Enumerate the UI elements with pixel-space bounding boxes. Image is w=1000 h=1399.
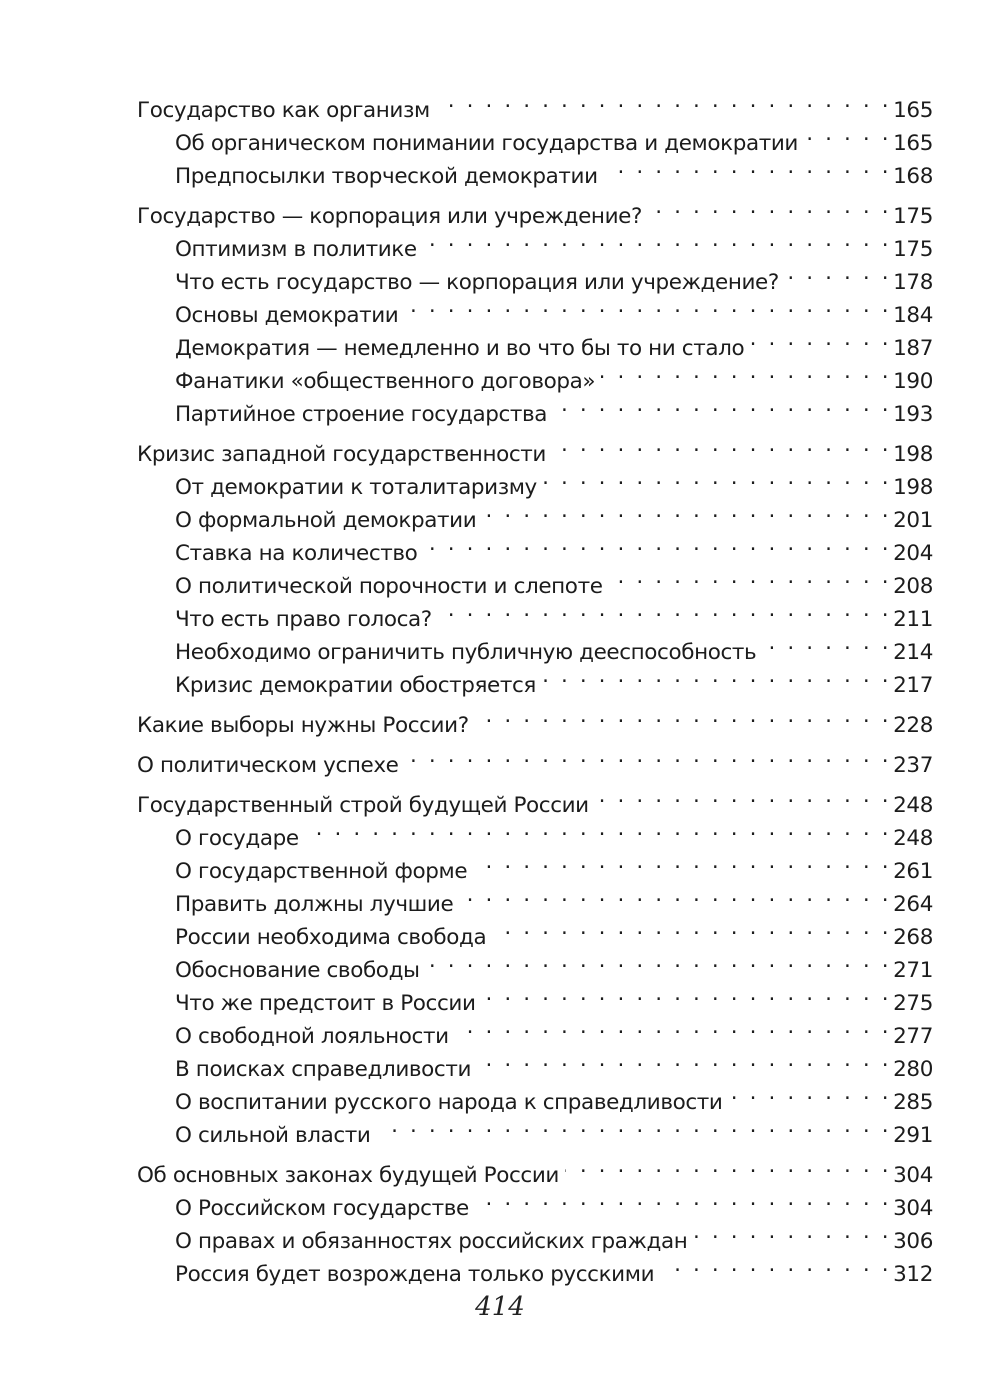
toc-section — [137, 1149, 933, 1287]
entry-page-number: 204 — [893, 541, 933, 566]
entry-title: Государство — корпорация или учреждение? — [137, 204, 642, 229]
entry-page-number: 268 — [893, 925, 933, 950]
dot-leader — [482, 494, 891, 527]
dot-leader — [750, 322, 891, 355]
dot-leader — [693, 1215, 891, 1248]
entry-page-number: 291 — [893, 1123, 933, 1148]
dot-leader — [482, 977, 892, 1010]
entry-title: О политическом успехе — [137, 753, 399, 778]
dot-leader — [762, 626, 891, 659]
dot-leader — [477, 1043, 891, 1076]
dot-leader — [438, 593, 891, 626]
table-of-contents — [137, 84, 933, 1288]
dot-leader — [542, 659, 891, 692]
subentry-title: Предпосылки творческой демократии — [175, 164, 598, 189]
subentry-title: О государственной форме — [175, 859, 468, 884]
dot-leader — [426, 944, 892, 977]
dot-leader — [552, 428, 891, 461]
entry-page-number: 312 — [893, 1262, 933, 1287]
subentry-title: Необходимо ограничить публичную дееспособность — [175, 640, 757, 665]
subentry-title: О формальной демократии — [175, 508, 477, 533]
subentry-title: О Российском государстве — [175, 1196, 469, 1221]
entry-page-number: 306 — [893, 1229, 933, 1254]
subentry-title: Фанатики «общественного договора» — [175, 369, 596, 394]
entry-page-number: 280 — [893, 1057, 933, 1082]
dot-leader — [305, 812, 891, 845]
subentry-title: Править должны лучшие — [175, 892, 454, 917]
dot-leader — [604, 150, 891, 183]
entry-page-number: 165 — [893, 98, 933, 123]
entry-page-number: 193 — [893, 402, 933, 427]
toc-section — [137, 84, 933, 189]
subentry-title: О правах и обязанностях российских граждан — [175, 1229, 688, 1254]
dot-leader — [423, 223, 891, 256]
entry-page-number: 190 — [893, 369, 933, 394]
dot-leader — [728, 1076, 891, 1109]
entry-page-number: 201 — [893, 508, 933, 533]
subentry-title: Что есть государство — корпорация или учреждение? — [175, 270, 779, 295]
entry-page-number: 304 — [893, 1196, 933, 1221]
dot-leader — [455, 1010, 891, 1043]
toc-entry — [137, 699, 933, 738]
entry-page-number: 285 — [893, 1090, 933, 1115]
toc-entry — [137, 1149, 933, 1188]
subentry-title: О государе — [175, 826, 299, 851]
subentry-title: Основы демократии — [175, 303, 399, 328]
dot-leader — [565, 1149, 891, 1182]
dot-leader — [405, 739, 892, 772]
entry-page-number: 168 — [893, 164, 933, 189]
subentry-title: Ставка на количество — [175, 541, 418, 566]
toc-section — [137, 190, 933, 427]
entry-page-number: 175 — [893, 237, 933, 262]
entry-page-number: 248 — [893, 826, 933, 851]
toc-section — [137, 779, 933, 1148]
subentry-title: В поисках справедливости — [175, 1057, 472, 1082]
entry-page-number: 228 — [893, 713, 933, 738]
entry-page-number: 264 — [893, 892, 933, 917]
subentry-title: России необходима свобода — [175, 925, 487, 950]
dot-leader — [492, 911, 891, 944]
dot-leader — [648, 190, 891, 223]
subentry-title: Что же предстоит в России — [175, 991, 476, 1016]
subentry-title: Кризис демократии обостряется — [175, 673, 536, 698]
entry-page-number: 198 — [893, 475, 933, 500]
entry-title: Государство как организм — [137, 98, 430, 123]
entry-page-number: 217 — [893, 673, 933, 698]
dot-leader — [660, 1248, 891, 1281]
dot-leader — [475, 1182, 891, 1215]
subentry-title: Партийное строение государства — [175, 402, 548, 427]
subentry-title: О политической порочности и слепоте — [175, 574, 603, 599]
entry-page-number: 304 — [893, 1163, 933, 1188]
toc-section — [137, 428, 933, 698]
dot-leader — [601, 355, 891, 388]
toc-section — [137, 739, 933, 778]
toc-entry — [137, 84, 933, 123]
subentry-title: О воспитании русского народа к справедливости — [175, 1090, 723, 1115]
entry-page-number: 261 — [893, 859, 933, 884]
dot-leader — [475, 699, 891, 732]
entry-title: Государственный строй будущей России — [137, 793, 589, 818]
dot-leader — [543, 461, 891, 494]
toc-entry — [137, 190, 933, 229]
dot-leader — [473, 845, 891, 878]
entry-page-number: 271 — [893, 958, 933, 983]
toc-entry — [137, 739, 933, 778]
entry-title: Об основных законах будущей России — [137, 1163, 559, 1188]
dot-leader — [436, 84, 891, 117]
subentry-title: Об органическом понимании государства и демократии — [175, 131, 798, 156]
entry-page-number: 248 — [893, 793, 933, 818]
entry-title: Какие выборы нужны России? — [137, 713, 469, 738]
toc-entry — [137, 428, 933, 467]
entry-page-number: 237 — [893, 753, 933, 778]
dot-leader — [609, 560, 892, 593]
dot-leader — [404, 289, 891, 322]
toc-section — [137, 699, 933, 738]
dot-leader — [423, 527, 891, 560]
subentry-title: Что есть право голоса? — [175, 607, 432, 632]
entry-page-number: 165 — [893, 131, 933, 156]
dot-leader — [459, 878, 891, 911]
entry-page-number: 208 — [893, 574, 933, 599]
page-number: 414 — [475, 1292, 525, 1322]
entry-page-number: 187 — [893, 336, 933, 361]
entry-page-number: 184 — [893, 303, 933, 328]
subentry-title: Обоснование свободы — [175, 958, 420, 983]
entry-page-number: 277 — [893, 1024, 933, 1049]
entry-page-number: 211 — [893, 607, 933, 632]
dot-leader — [804, 117, 891, 150]
entry-page-number: 198 — [893, 442, 933, 467]
subentry-title: Оптимизм в политике — [175, 237, 417, 262]
subentry-title: Демократия — немедленно и во что бы то ни стало — [175, 336, 745, 361]
entry-page-number: 178 — [893, 270, 933, 295]
entry-page-number: 275 — [893, 991, 933, 1016]
entry-page-number: 214 — [893, 640, 933, 665]
dot-leader — [595, 779, 891, 812]
subentry-title: О свободной лояльности — [175, 1024, 449, 1049]
toc-entry — [137, 779, 933, 818]
subentry-title: Россия будет возрождена только русскими — [175, 1262, 655, 1287]
entry-title: Кризис западной государственности — [137, 442, 546, 467]
subentry-title: От демократии к тоталитаризму — [175, 475, 537, 500]
dot-leader — [785, 256, 891, 289]
subentry-title: О сильной власти — [175, 1123, 371, 1148]
dot-leader — [553, 388, 891, 421]
dot-leader — [377, 1109, 892, 1142]
entry-page-number: 175 — [893, 204, 933, 229]
